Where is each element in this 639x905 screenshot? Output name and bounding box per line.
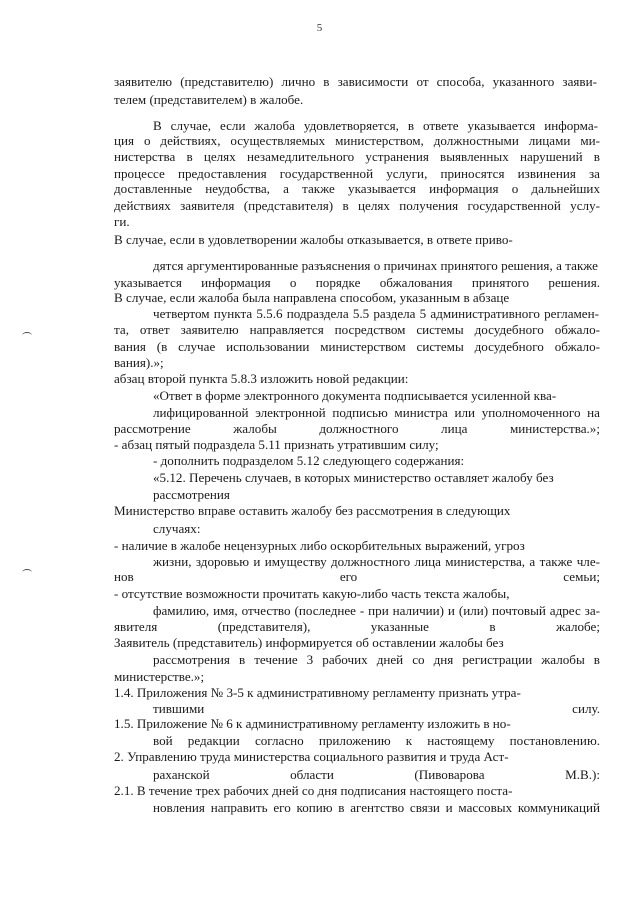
text-line: указывается информация о порядке обжалования принятого решения. [114,275,600,290]
margin-mark [22,569,32,576]
text-line: Заявитель (представитель) информируется об оставлении жалобы без [114,635,504,650]
text-line: доставленные неудобства, а также указывается информация о дальнейших [114,181,600,196]
text-line: - наличие в жалобе нецензурных либо оскорбительных выражений, угроз [114,538,525,553]
page-number: 5 [316,22,323,34]
text-line: процессе предоставления государственной услуги, приносятся извинения за [114,166,600,181]
text-line: 2. Управлению труда министерства социального развития и труда Аст- [114,749,509,764]
text-line: лифицированной электронной подписью министра или уполномоченного на [153,405,600,420]
text-line: нов его семьи; [114,569,600,584]
text-line: ция о действиях, осуществляемых министерством, должностными лицами ми- [114,133,600,148]
text-line: дятся аргументированные разъяснения о причинах принятого решения, а также [153,258,598,273]
text-line: абзац второй пункта 5.8.3 изложить новой редакции: [114,371,409,386]
text-line: рассмотрение жалобы должностного лица министерства.»; [114,421,600,436]
text-line: 1.5. Приложение № 6 к административному регламенту изложить в но- [114,716,511,731]
text-line: раханской области (Пивоварова М.В.): [153,767,600,782]
text-line: 1.4. Приложения № 3-5 к административному регламенту признать утра- [114,685,521,700]
text-line: вой редакции согласно приложению к настоящему постановлению. [153,733,600,748]
text-line: В случае, если в удовлетворении жалобы отказывается, в ответе приво- [114,232,513,247]
text-line: ги. [114,214,130,229]
text-line: нистерства в целях незамедлительного устранения выявленных нарушений в [114,149,600,164]
text-line: новления направить его копию в агентство связи и массовых коммуникаций [153,800,600,815]
text-line: телем (представителем) в жалобе. [114,92,304,107]
text-line: - дополнить подразделом 5.12 следующего содержания: [153,453,465,468]
text-line: фамилию, имя, отчество (последнее - при наличии) и (или) почтовый адрес за- [153,603,600,618]
text-line: «Ответ в форме электронного документа подписывается усиленной ква- [153,388,557,403]
text-line: тившими силу. [153,701,600,716]
text-line: действиях заявителя (представителя) в целях получения государственной услу- [114,198,600,213]
text-line: рассмотрения [153,487,230,502]
text-line: Министерство вправе оставить жалобу без рассмотрения в следующих [114,503,511,518]
text-line: случаях: [153,521,201,536]
text-line: та, ответ заявителю направляется посредством системы досудебного обжало- [114,322,600,337]
text-line: 2.1. В течение трех рабочих дней со дня подписания настоящего поста- [114,783,513,798]
text-line: четвертом пункта 5.5.6 подраздела 5.5 раздела 5 административного регламен- [153,306,599,321]
text-line: - отсутствие возможности прочитать какую-либо часть текста жалобы, [114,586,510,601]
text-line: жизни, здоровью и имуществу должностного лица министерства, а также чле- [153,554,600,569]
text-line: явителя (представителя), указанные в жалобе; [114,619,600,634]
text-line: В случае, если жалоба была направлена способом, указанным в абзаце [114,290,510,305]
text-line: «5.12. Перечень случаев, в которых министерство оставляет жалобу без [153,470,554,485]
text-line: рассмотрения в течение 3 рабочих дней со дня регистрации жалобы в [153,652,600,667]
text-line: вания (в случае использовании министерством системы досудебного обжало- [114,339,600,354]
text-line: вания).»; [114,355,164,370]
text-line: - абзац пятый подраздела 5.11 признать утратившим силу; [114,437,439,452]
text-line: заявителю (представителю) лично в зависимости от способа, указанного заяви- [114,74,597,89]
margin-mark [22,332,32,339]
text-line: министерстве.»; [114,669,205,684]
text-line: В случае, если жалоба удовлетворяется, в ответе указывается информа- [153,118,598,133]
